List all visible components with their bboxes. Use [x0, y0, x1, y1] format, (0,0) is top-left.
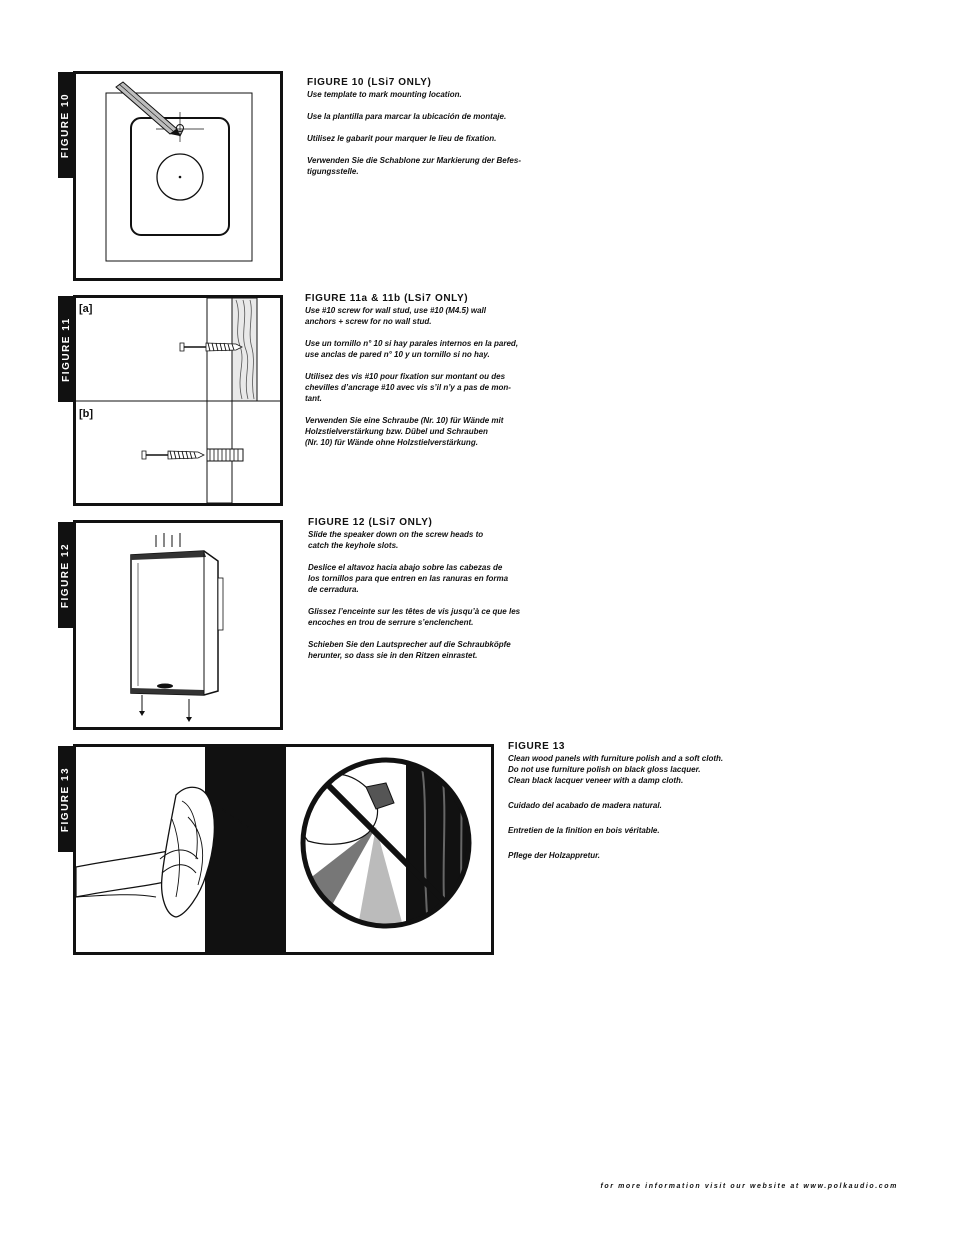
figure-10-paragraph: Verwenden Sie die Schablone zur Markierung der Befes- tigungsstelle. — [307, 156, 521, 176]
figure-12-paragraph: Glissez l’enceinte sur les têtes de vis jusqu’à ce que les encoches en trou de serrure s’enclenchent. — [308, 607, 521, 627]
hand-with-cloth-icon — [76, 787, 214, 917]
figure-10-title: FIGURE 10 (LSi7 ONLY) — [307, 77, 432, 88]
figure-13-tab — [58, 746, 74, 852]
footer-website-text: for more information visit our website at www.polkaudio.com — [600, 1183, 898, 1190]
figure-11-box — [73, 295, 283, 506]
no-polish-on-lacquer-icon — [286, 747, 491, 952]
figure-11-text — [305, 293, 585, 459]
figure-13-text — [508, 741, 808, 872]
figure-11a-label: [a] — [79, 303, 93, 315]
figure-11-paragraph: Use un tornillo n° 10 si hay parales internos en la pared, use anclas de pared n° 10 y un tornillo si no hay. — [305, 339, 519, 359]
figure-10-tab-label: FIGURE 10 — [60, 92, 72, 158]
figure-12-paragraph: Slide the speaker down on the screw heads to catch the keyhole slots. — [308, 530, 484, 550]
figure-12-paragraph: Deslice el altavoz hacia abajo sobre las cabezas de los tornillos para que entren en las ranuras en forma de cerradura. — [308, 563, 509, 594]
figure-10-text — [307, 77, 587, 188]
figure-13-box — [73, 744, 494, 955]
figure-13-paragraph: Pflege der Holzappretur. — [508, 851, 601, 860]
figure-13-tab-label: FIGURE 13 — [60, 766, 72, 832]
figure-10-box — [73, 71, 283, 281]
pencil-icon — [116, 82, 180, 136]
figure-11-paragraph: Verwenden Sie eine Schraube (Nr. 10) für Wände mit Holzstielverstärkung bzw. Dübel und Schrauben (Nr. 10) für Wände ohne Holzstielverstärkung. — [305, 416, 504, 447]
figure-11-tab — [58, 296, 74, 402]
figure-10-tab — [58, 72, 74, 178]
figure-12-tab-label: FIGURE 12 — [60, 542, 72, 608]
figure-10-paragraph: Utilisez le gabarit pour marquer le lieu de fixation. — [307, 134, 497, 143]
figure-11-paragraph: Utilisez des vis #10 pour fixation sur montant ou des chevilles d’ancrage #10 avec vis s’il n’y a pas de mon- tant. — [305, 372, 511, 403]
figure-13-paragraph: Entretien de la finition en bois véritable. — [508, 826, 660, 835]
figure-13-title: FIGURE 13 — [508, 741, 566, 752]
cleaning-illustration — [76, 747, 491, 952]
figure-10-paragraph: Use la plantilla para marcar la ubicación de montaje. — [307, 112, 507, 121]
figure-12-paragraph: Schieben Sie den Lautsprecher auf die Schraubköpfe herunter, so dass sie in den Ritzen einrastet. — [308, 640, 511, 660]
figure-11-tab-label: FIGURE 11 — [60, 316, 72, 382]
figure-10-paragraph: Use template to mark mounting location. — [307, 90, 462, 99]
screw-illustration — [76, 298, 280, 503]
figure-12-title: FIGURE 12 (LSi7 ONLY) — [308, 517, 433, 528]
figure-13-paragraph: Cuidado del acabado de madera natural. — [508, 801, 662, 810]
figure-11-title: FIGURE 11a & 11b (LSi7 ONLY) — [305, 293, 469, 304]
figure-11b-label: [b] — [79, 408, 94, 420]
template-illustration — [76, 74, 280, 278]
figure-11-paragraph: Use #10 screw for wall stud, use #10 (M4.5) wall anchors + screw for no wall stud. — [305, 306, 486, 326]
figure-12-text — [308, 517, 588, 672]
figure-12-tab — [58, 522, 74, 628]
speaker-illustration — [76, 523, 280, 727]
figure-12-box — [73, 520, 283, 730]
figure-13-paragraph: Clean wood panels with furniture polish and a soft cloth. Do not use furniture polish on black gloss lacquer. Clean black lacquer veneer with a damp cloth. — [508, 754, 724, 785]
